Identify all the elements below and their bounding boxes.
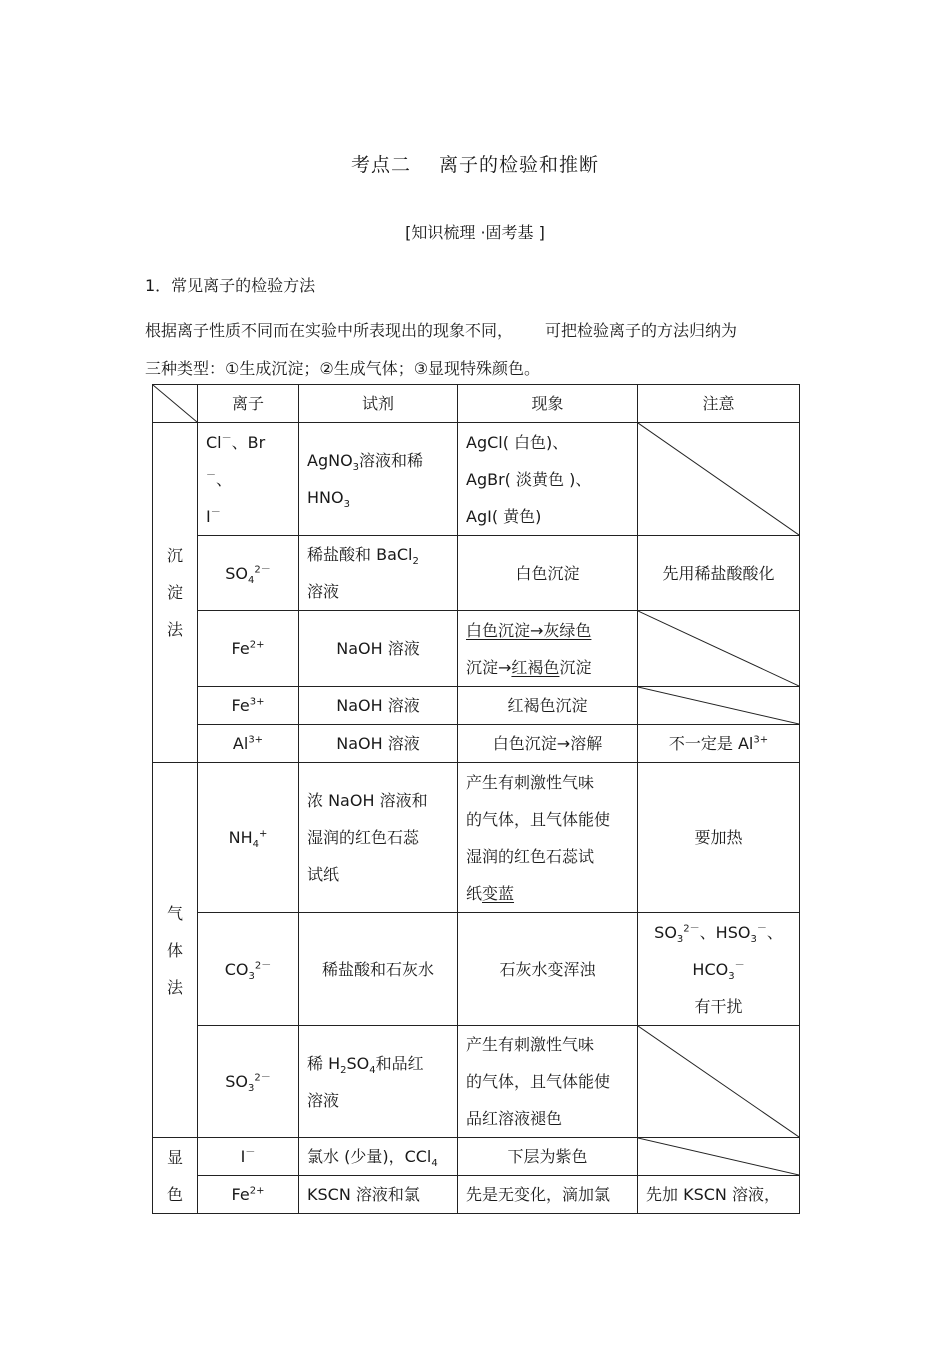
ion-sulfate: $SO_4^{2-}$	[198, 536, 299, 611]
header-phenomenon: 现象	[458, 385, 638, 423]
table-row	[153, 423, 800, 536]
reagent-co3: 稀盐酸和石灰水	[299, 913, 458, 1026]
intro-paragraph: 根据离子性质不同而在实验中所表现出的现象不同， 可把检验离子的方法归纳为 三种类型：①生成沉淀；②生成气体；③显现特殊颜色。	[145, 321, 738, 378]
phenomenon-iodide: 下层为紫色	[458, 1138, 638, 1176]
category-color: 显 色	[153, 1138, 198, 1214]
phenomenon-fe2-color: 先是无变化，滴加氯	[458, 1176, 638, 1214]
category-precipitate: 沉 淀 法	[153, 423, 198, 763]
note-al3: 不一定是 $Al^{3+}$	[638, 725, 800, 763]
ion-fe3: $Fe^{3+}$	[198, 687, 299, 725]
ion-co3: $CO_3^{2-}$	[198, 913, 299, 1026]
table-row	[153, 763, 800, 913]
ion-test-table	[152, 384, 800, 1214]
note-empty-diagonal	[638, 423, 800, 536]
phenomenon-nh4: 产生有刺激性气味 的气体，且气体能使 湿润的红色石蕊试 纸变蓝	[458, 763, 638, 913]
ion-nh4: $NH_4^+$	[198, 763, 299, 913]
ion-al3: $Al^{3+}$	[198, 725, 299, 763]
table-row	[153, 687, 800, 725]
ion-fe2-color: $Fe^{2+}$	[198, 1176, 299, 1214]
section-subtitle: [知识梳理 ·固考基 ]	[405, 223, 545, 242]
category-gas: 气 体 法	[153, 763, 198, 1138]
ion-halides: Cl－、Br－、 I－	[198, 423, 299, 536]
note-empty-diagonal	[638, 1026, 800, 1138]
title-part2: 离子的检验和推断	[439, 154, 600, 176]
note-sulfate: 先用稀盐酸酸化	[638, 536, 800, 611]
ion-so3: $SO_3^{2-}$	[198, 1026, 299, 1138]
phenomenon-co3: 石灰水变浑浊	[458, 913, 638, 1026]
phenomenon-al3: 白色沉淀→溶解	[458, 725, 638, 763]
note-co3: $SO_3^{2-}$、$HSO_3^-$、 $HCO_3^-$ 有干扰	[638, 913, 800, 1026]
reagent-naoh: NaOH 溶液	[299, 687, 458, 725]
phenomenon-so3: 产生有刺激性气味 的气体，且气体能使 品红溶液褪色	[458, 1026, 638, 1138]
reagent-agno3: AgNO$_3$溶液和稀 $HNO_3$	[299, 423, 458, 536]
table-row	[153, 1026, 800, 1138]
note-fe2-color: 先加 KSCN 溶液，	[638, 1176, 800, 1214]
header-diagonal-cell	[153, 385, 198, 423]
title-part1: 考点二	[350, 154, 411, 176]
header-ion: 离子	[198, 385, 299, 423]
note-empty-diagonal	[638, 1138, 800, 1176]
section-heading: 1．常见离子的检验方法	[145, 276, 316, 295]
phenomenon-fe3: 红褐色沉淀	[458, 687, 638, 725]
page-title	[0, 150, 950, 177]
reagent-nh4: 浓 NaOH 溶液和 湿润的红色石蕊 试纸	[299, 763, 458, 913]
table-row	[153, 913, 800, 1026]
table-row	[153, 536, 800, 611]
table-header-row	[153, 385, 800, 423]
note-nh4: 要加热	[638, 763, 800, 913]
header-reagent: 试剂	[299, 385, 458, 423]
reagent-naoh: NaOH 溶液	[299, 611, 458, 687]
header-note: 注意	[638, 385, 800, 423]
table-row	[153, 725, 800, 763]
note-empty-diagonal	[638, 611, 800, 687]
phenomenon-sulfate: 白色沉淀	[458, 536, 638, 611]
reagent-so3: 稀 $H_2SO_4$和品红 溶液	[299, 1026, 458, 1138]
note-empty-diagonal	[638, 687, 800, 725]
ion-iodide: I－	[198, 1138, 299, 1176]
table-row	[153, 611, 800, 687]
ion-fe2: $Fe^{2+}$	[198, 611, 299, 687]
table-row	[153, 1138, 800, 1176]
reagent-kscn: KSCN 溶液和氯	[299, 1176, 458, 1214]
reagent-iodide: 氯水 (少量)，CCl$_4$	[299, 1138, 458, 1176]
phenomenon-halides: AgCl( 白色)、 AgBr( 淡黄色 )、 AgI( 黄色)	[458, 423, 638, 536]
phenomenon-fe2: 白色沉淀→灰绿色 沉淀→红褐色沉淀	[458, 611, 638, 687]
reagent-naoh: NaOH 溶液	[299, 725, 458, 763]
table-row	[153, 1176, 800, 1214]
reagent-bacl2: 稀盐酸和 BaCl$_2$ 溶液	[299, 536, 458, 611]
